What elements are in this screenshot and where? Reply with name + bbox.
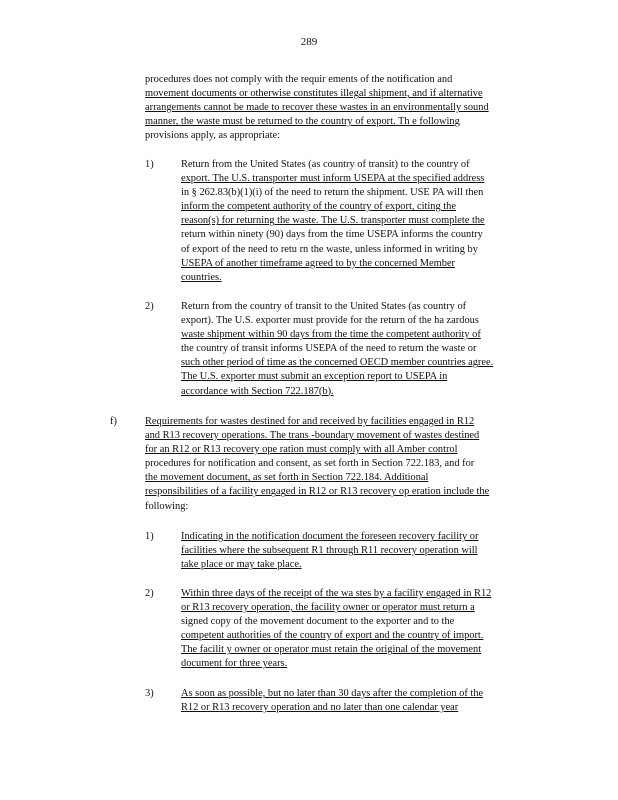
text-line bbox=[181, 385, 535, 399]
text-line bbox=[145, 457, 541, 471]
text-line-content: The facilit y owner or operator must retain the original of the movement bbox=[181, 644, 482, 656]
text-line-content: The U.S. exporter must submit an exception report to USEPA in bbox=[181, 371, 448, 383]
text-line bbox=[181, 701, 535, 715]
text-line-content: Indicating in the notification document the foreseen recovery facility or bbox=[181, 531, 479, 542]
text-line bbox=[181, 615, 535, 629]
text-line-content: return within ninety (90) days from the time USEPA informs the country bbox=[181, 229, 483, 241]
text-line-content: arrangements cannot be made to recover these wastes in an environmentally sound bbox=[145, 102, 489, 114]
text-line-content: manner, the waste must be returned to the country of export. Th e following bbox=[145, 116, 460, 128]
text-line bbox=[145, 415, 541, 429]
text-line bbox=[181, 544, 535, 558]
text-line bbox=[181, 601, 535, 615]
text-line bbox=[181, 629, 535, 643]
text-line-content: document for three years. bbox=[181, 658, 288, 670]
item-e1-paragraph bbox=[181, 158, 535, 285]
text-line bbox=[145, 471, 541, 485]
text-line bbox=[181, 271, 535, 285]
text-line-content: the country of transit informs USEPA of the need to return the waste or bbox=[181, 343, 477, 355]
text-line bbox=[181, 243, 535, 257]
text-line-content: As soon as possible, but no later than 30 days after the completion of the bbox=[181, 688, 484, 699]
text-line bbox=[181, 342, 535, 356]
section-f-paragraph bbox=[145, 415, 541, 514]
text-line-content: Return from the United States (as country of transit) to the country of bbox=[181, 159, 470, 170]
text-line bbox=[181, 257, 535, 271]
text-line-content: of export of the need to retu rn the waste, unless informed in writing by bbox=[181, 243, 478, 255]
text-line-content: waste shipment within 90 days from the time the competent authority of bbox=[181, 329, 481, 341]
text-line bbox=[145, 87, 541, 101]
text-line bbox=[181, 687, 535, 701]
text-line bbox=[181, 643, 535, 657]
text-line-content: Requirements for wastes destined for and received by facilities engaged in R12 bbox=[145, 416, 475, 427]
item-marker-f3: 3) bbox=[145, 688, 154, 699]
text-line bbox=[181, 587, 535, 601]
text-line-content: for an R12 or R13 recovery ope ration must comply with all Amber control bbox=[145, 444, 458, 456]
text-line-content: facilities where the subsequent R1 through R11 recovery operation will bbox=[181, 545, 478, 557]
item-marker-f1: 1) bbox=[145, 531, 154, 542]
text-line-content: USEPA of another timeframe agreed to by the concerned Member bbox=[181, 257, 456, 269]
text-line bbox=[181, 657, 535, 671]
text-line bbox=[181, 530, 535, 544]
item-marker-e1: 1) bbox=[145, 159, 154, 170]
section-marker-f: f) bbox=[110, 416, 117, 427]
text-line bbox=[181, 186, 535, 200]
item-f2-paragraph bbox=[181, 587, 535, 672]
text-line-content: provisions apply, as appropriate: bbox=[145, 130, 280, 142]
item-f3-paragraph bbox=[181, 687, 535, 715]
text-line-content: countries. bbox=[181, 271, 222, 283]
text-line-content: and R13 recovery operations. The trans -boundary movement of wastes destined bbox=[145, 430, 480, 442]
text-line-content: following: bbox=[145, 500, 189, 512]
text-line-content: export). The U.S. exporter must provide for the return of the ha zardous bbox=[181, 315, 479, 327]
text-line bbox=[145, 73, 541, 87]
item-marker-f2: 2) bbox=[145, 588, 154, 599]
text-line bbox=[145, 129, 541, 143]
item-e2-paragraph bbox=[181, 300, 535, 399]
item-f1-paragraph bbox=[181, 530, 535, 572]
text-line bbox=[181, 328, 535, 342]
text-line-content: or R13 recovery operation, the facility owner or operator must return a bbox=[181, 602, 475, 614]
text-line-content: competent authorities of the country of export and the country of import. bbox=[181, 630, 484, 642]
text-line bbox=[181, 200, 535, 214]
text-line bbox=[145, 500, 541, 514]
text-line bbox=[181, 314, 535, 328]
text-line bbox=[181, 214, 535, 228]
text-line-content: the movement document, as set forth in Section 722.184. Additional bbox=[145, 472, 429, 484]
text-line bbox=[145, 429, 541, 443]
text-line bbox=[181, 558, 535, 572]
text-line-content: such other period of time as the concerned OECD member countries agree. bbox=[181, 357, 494, 369]
text-line-content: accordance with Section 722.187(b). bbox=[181, 385, 334, 397]
text-line bbox=[181, 158, 535, 172]
text-line bbox=[181, 370, 535, 384]
intro-paragraph bbox=[145, 73, 541, 143]
text-line bbox=[181, 172, 535, 186]
text-line-content: R12 or R13 recovery operation and no later than one calendar year bbox=[181, 702, 459, 714]
text-line bbox=[181, 300, 535, 314]
text-line-content: Return from the country of transit to the United States (as country of bbox=[181, 301, 467, 312]
text-line-content: movement documents or otherwise constitutes illegal shipment, and if alternative bbox=[145, 88, 483, 100]
text-line bbox=[145, 101, 541, 115]
text-line-content: signed copy of the movement document to the exporter and to the bbox=[181, 616, 455, 628]
text-line-content: procedures does not comply with the requir ements of the notification and bbox=[145, 74, 453, 85]
text-line-content: take place or may take place. bbox=[181, 559, 302, 571]
page-number: 289 bbox=[300, 36, 318, 48]
item-marker-e2: 2) bbox=[145, 301, 154, 312]
text-line-content: inform the competent authority of the country of export, citing the bbox=[181, 201, 456, 213]
text-line bbox=[145, 443, 541, 457]
text-line bbox=[181, 356, 535, 370]
text-line-content: reason(s) for returning the waste. The U.S. transporter must complete the bbox=[181, 215, 485, 227]
text-line bbox=[145, 485, 541, 499]
text-line-content: export. The U.S. transporter must inform USEPA at the specified address bbox=[181, 173, 485, 185]
text-line-content: Within three days of the receipt of the wa stes by a facility engaged in R12 bbox=[181, 588, 492, 599]
text-line-content: procedures for notification and consent, as set forth in Section 722.183, and for bbox=[145, 458, 475, 470]
text-line bbox=[181, 228, 535, 242]
text-line-content: responsibilities of a facility engaged in R12 or R13 recovery op eration include the bbox=[145, 486, 490, 498]
text-line bbox=[145, 115, 541, 129]
text-line-content: in § 262.83(b)(1)(i) of the need to return the shipment. USE PA will then bbox=[181, 187, 484, 199]
